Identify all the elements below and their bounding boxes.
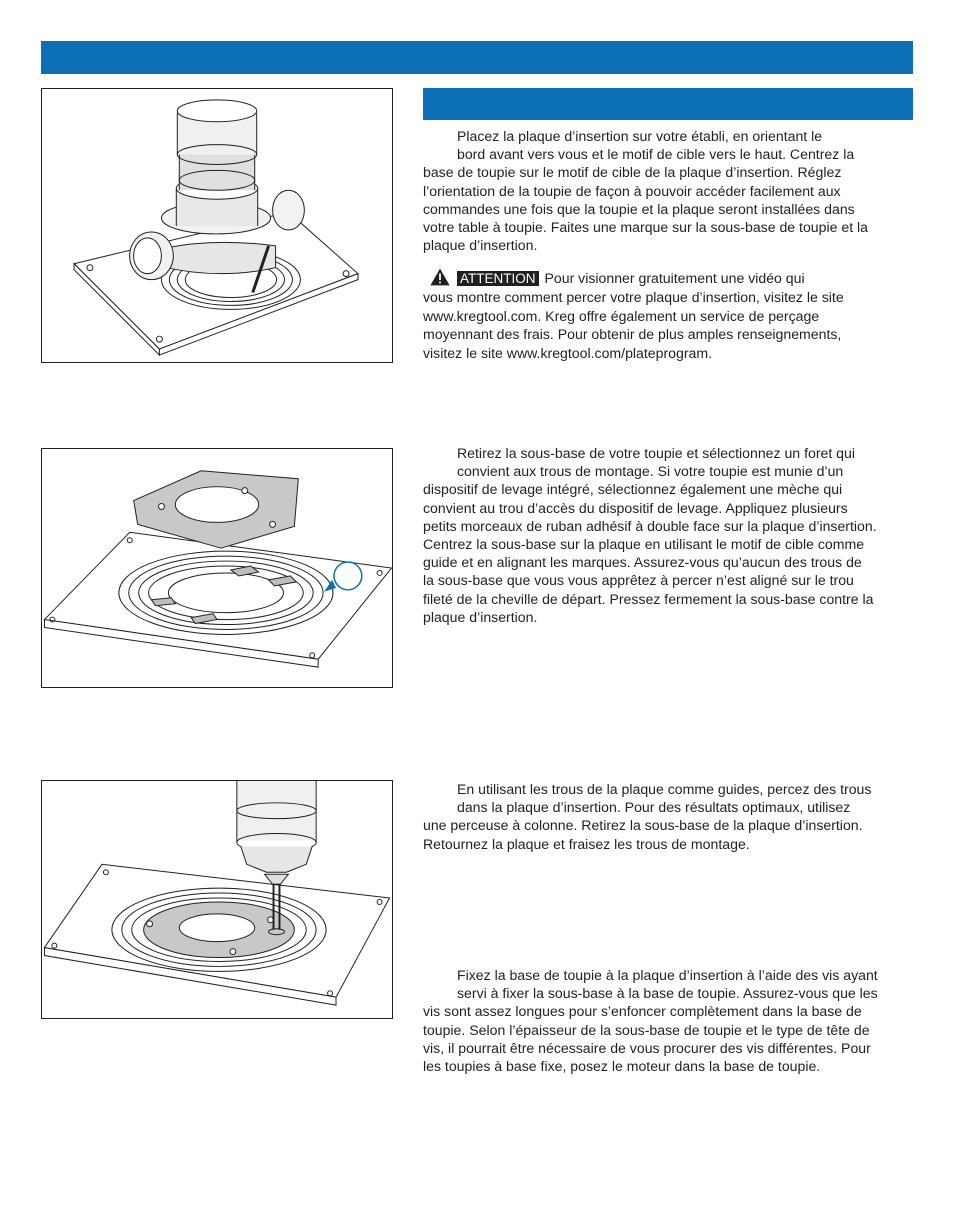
- text-line: visitez le site www.kregtool.com/plateprogram.: [423, 344, 713, 361]
- text-line: petits morceaux de ruban adhésif à double face sur la plaque d’insertion.: [423, 517, 877, 534]
- text-line: bord avant vers vous et le motif de cible vers le haut. Centrez la: [457, 146, 855, 163]
- text-line: vis, il pourrait être nécessaire de vous procurer des vis différentes. Pour: [423, 1039, 871, 1056]
- text-line: servi à fixer la sous-base à la base de toupie. Assurez-vous que les: [457, 985, 878, 1002]
- text-line: dans la plaque d’insertion. Pour des résultats optimaux, utilisez: [457, 799, 851, 816]
- text-line: www.kregtool.com. Kreg offre également un service de perçage: [423, 307, 820, 324]
- text-line: plaque d’insertion.: [423, 608, 538, 625]
- attention-badge: ATTENTION: [457, 271, 539, 286]
- text-line: base de toupie sur le motif de cible de la plaque d’insertion. Réglez: [423, 164, 842, 181]
- warning-first-line: [423, 268, 915, 288]
- step-3-text: [423, 780, 915, 853]
- text-line: vis sont assez longues pour s’enfoncer complètement dans la base de: [423, 1003, 862, 1020]
- subbase-on-plate-illustration: [42, 449, 392, 687]
- header-bar: [41, 41, 913, 74]
- text-line: Centrez la sous-base sur la plaque en utilisant le motif de cible comme: [423, 536, 865, 553]
- text-line: convient au trou d’accès du dispositif de levage. Appliquez plusieurs: [423, 499, 848, 516]
- drill-press-illustration: [42, 781, 392, 1018]
- text-line: plaque d’insertion.: [423, 237, 538, 254]
- text-line: une perceuse à colonne. Retirez la sous-base de la plaque d’insertion.: [423, 817, 863, 834]
- router-on-plate-illustration: [42, 89, 392, 362]
- text-line: guide et en alignant les marques. Assurez-vous qu’aucun des trous de: [423, 554, 862, 571]
- text-line: commandes une fois que la toupie et la plaque seront installées dans: [423, 200, 855, 217]
- text-line: En utilisant les trous de la plaque comme guides, percez des trous: [457, 781, 872, 797]
- text-line: fileté de la cheville de départ. Pressez fermement la sous-base contre la: [423, 590, 874, 607]
- text-line: toupie. Selon l’épaisseur de la sous-base de toupie et le type de tête de: [423, 1021, 870, 1038]
- step-2-text: [423, 444, 915, 626]
- text-line: moyennant des frais. Pour obtenir de plus amples renseignements,: [423, 326, 842, 343]
- figure-subbase-on-plate: [41, 448, 393, 688]
- step-4-text: [423, 966, 915, 1075]
- text-line: Fixez la base de toupie à la plaque d’insertion à l’aide des vis ayant: [457, 967, 878, 983]
- text-line: Pour visionner gratuitement une vidéo qui: [544, 270, 805, 286]
- text-line: dispositif de levage intégré, sélectionnez également une mèche qui: [423, 481, 843, 498]
- text-line: les toupies à base fixe, posez le moteur dans la base de toupie.: [423, 1058, 821, 1075]
- figure-drilling-holes: [41, 780, 393, 1019]
- text-line: la sous-base que vous vous apprêtez à percer n’est aligné sur le trou: [423, 572, 854, 589]
- text-line: vous montre comment percer votre plaque d’insertion, visitez le site: [423, 289, 844, 306]
- figure-router-on-plate: [41, 88, 393, 363]
- warning-block: [423, 268, 915, 362]
- text-line: Retournez la plaque et fraisez les trous de montage.: [423, 835, 750, 852]
- text-line: votre table à toupie. Faites une marque sur la sous-base de toupie et la: [423, 219, 869, 236]
- text-line: convient aux trous de montage. Si votre toupie est munie d’un: [457, 463, 844, 480]
- text-line: Retirez la sous-base de votre toupie et sélectionnez un foret qui: [457, 445, 855, 461]
- section-title-bar: [423, 88, 913, 120]
- step-1-text: [423, 127, 915, 254]
- text-line: Placez la plaque d’insertion sur votre établi, en orientant le: [457, 128, 823, 144]
- warning-triangle-icon: [423, 268, 457, 286]
- text-line: l’orientation de la toupie de façon à pouvoir accéder facilement aux: [423, 182, 841, 199]
